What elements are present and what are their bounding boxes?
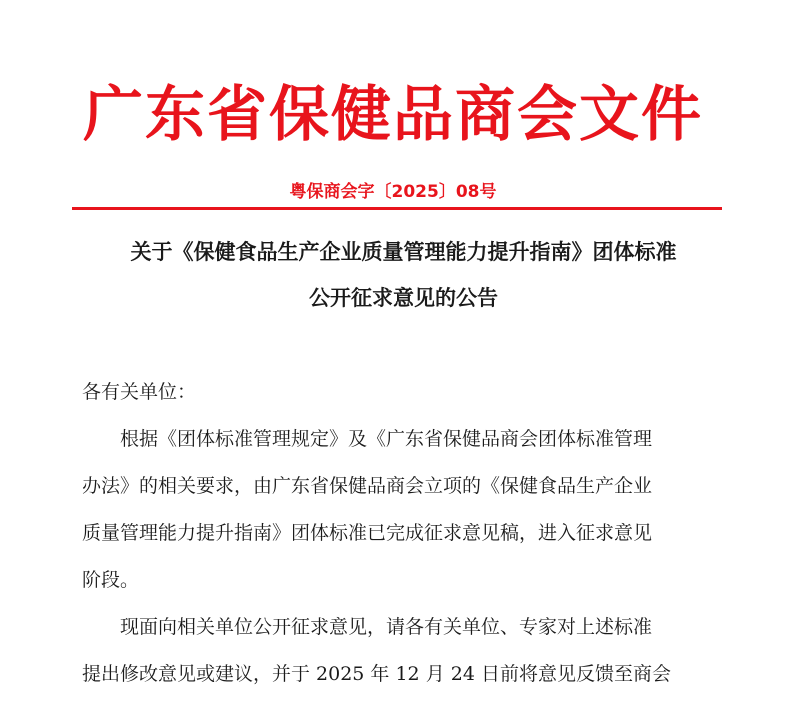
document-number: 粤保商会字〔2025〕08号	[289, 182, 497, 202]
paragraph-1-line-3: 质量管理能力提升指南》团体标准已完成征求意见稿，进入征求意见	[82, 522, 653, 544]
paragraph-2-line-2: 提出修改意见或建议，并于 2025 年 12 月 24 日前将意见反馈至商会	[82, 663, 671, 685]
paragraph-1-line-2: 办法》的相关要求，由广东省保健品商会立项的《保健食品生产企业	[82, 475, 653, 497]
notice-title-line-2: 公开征求意见的公告	[309, 286, 498, 310]
notice-title-line-1: 关于《保健食品生产企业质量管理能力提升指南》团体标准	[130, 240, 677, 264]
paragraph-1-line-1: 根据《团体标准管理规定》及《广东省保健品商会团体标准管理	[120, 428, 653, 450]
document-header-title: 广东省保健品商会文件	[83, 80, 703, 150]
paragraph-2-line-1: 现面向相关单位公开征求意见，请各有关单位、专家对上述标准	[120, 616, 653, 638]
header-red-rule	[72, 207, 722, 210]
salutation: 各有关单位：	[82, 381, 197, 403]
paragraph-1-line-4: 阶段。	[82, 569, 140, 591]
